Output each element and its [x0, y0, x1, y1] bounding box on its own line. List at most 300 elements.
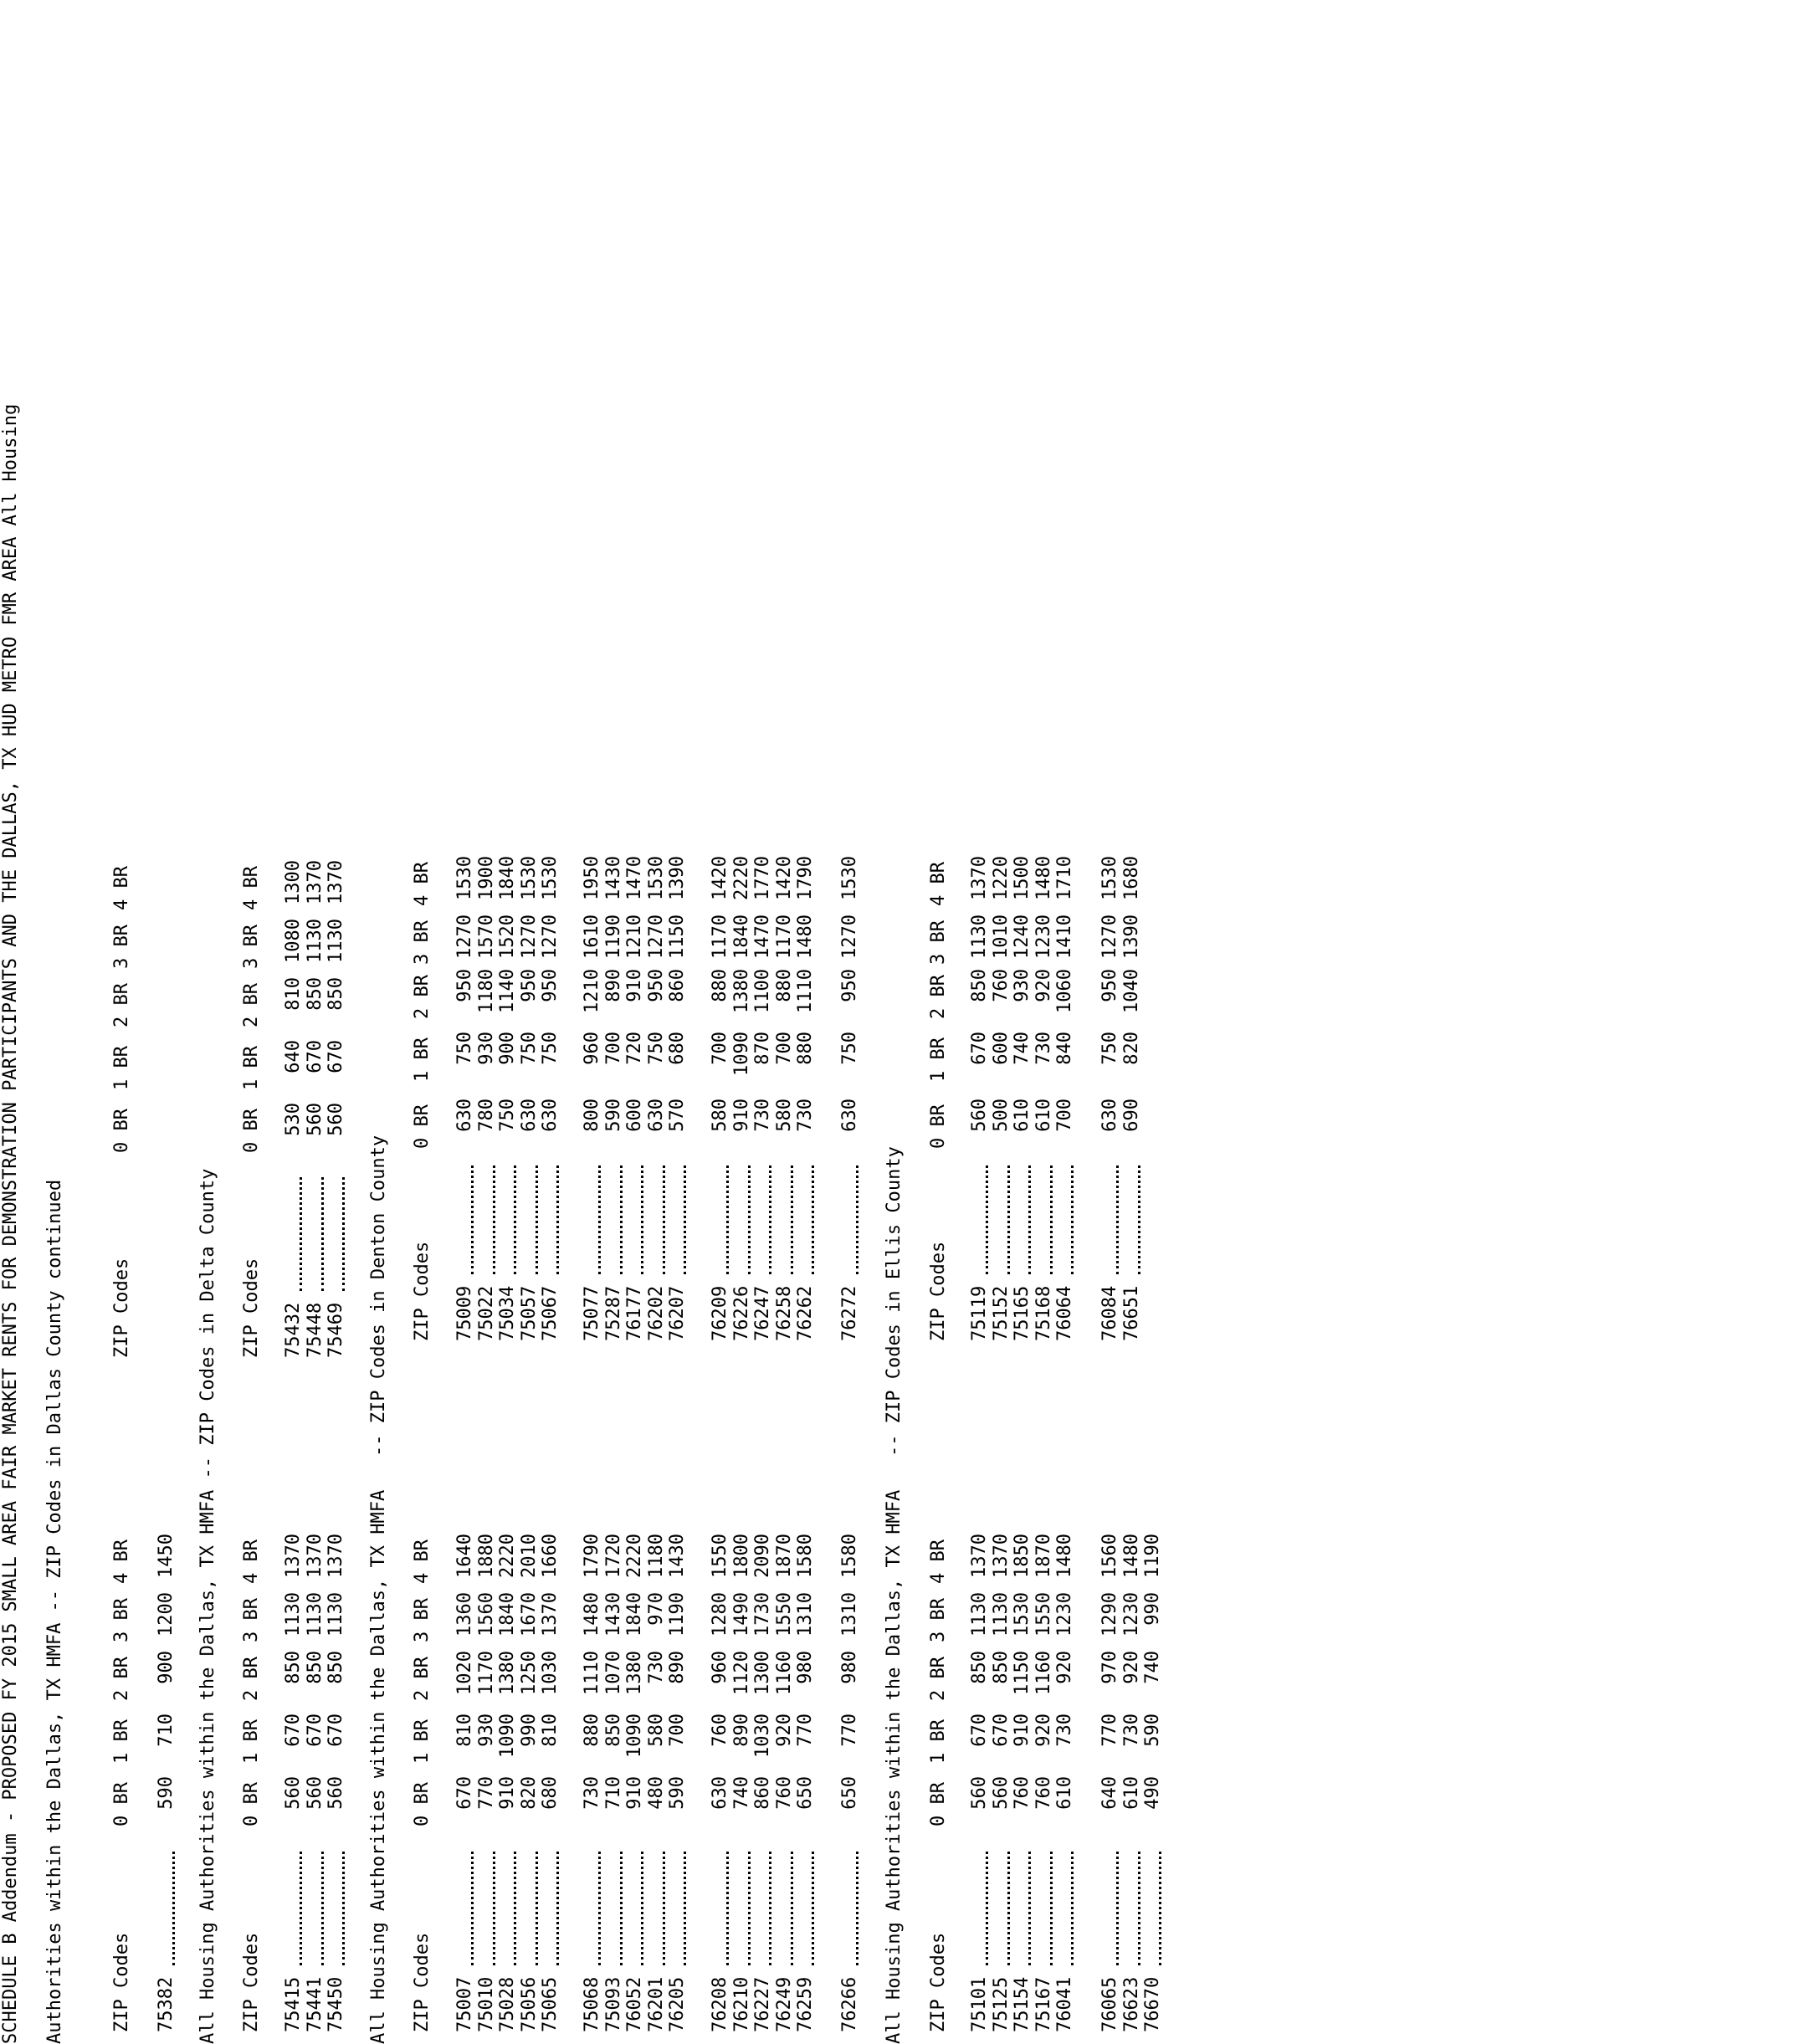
br3-value: 1130	[304, 1592, 325, 1637]
zip-code: 76247	[752, 1285, 774, 1341]
zip-code: 76249	[773, 1976, 795, 2032]
dot-leader	[471, 1165, 474, 1274]
br1-header: 1 BR	[111, 1719, 132, 1764]
zip-code: 75382	[156, 1976, 177, 2032]
br0-value: 560	[969, 1776, 990, 1810]
zip-code: 75010	[475, 1976, 497, 2032]
br3-value: 1150	[667, 914, 689, 959]
br4-value: 1470	[624, 856, 646, 900]
br1-value: 700	[773, 1032, 795, 1065]
br4-value: 1420	[710, 856, 730, 900]
zip-code: 75065	[540, 1976, 561, 2032]
dot-leader	[1050, 1852, 1053, 1965]
br1-header: 1 BR	[928, 1719, 949, 1764]
br0-header: 0 BR	[928, 1104, 949, 1149]
dot-leader	[536, 1852, 538, 1965]
br4-value: 1480	[1120, 1534, 1142, 1578]
br2-value: 950	[454, 969, 475, 1002]
br1-value: 850	[602, 1714, 624, 1747]
dot-leader	[514, 1852, 516, 1965]
dot-leader	[620, 1852, 623, 1965]
br3-header: 3 BR	[111, 1598, 132, 1642]
br0-value: 910	[730, 1099, 752, 1132]
dot-leader	[300, 1177, 302, 1291]
br4-value: 1480	[1033, 856, 1054, 900]
br0-value: 600	[624, 1099, 646, 1132]
br0-value: 610	[1033, 1099, 1054, 1132]
br0-header: 0 BR	[928, 1782, 949, 1826]
br2-value: 970	[1099, 1651, 1120, 1684]
br2-header: 2 BR	[928, 1657, 949, 1701]
br1-value: 770	[839, 1714, 860, 1747]
br3-header: 3 BR	[241, 1598, 262, 1642]
br2-value: 1100	[752, 969, 774, 1013]
dot-leader	[321, 1177, 324, 1291]
zip-codes-header: ZIP Codes	[241, 1258, 262, 1358]
zip-code: 76209	[710, 1285, 730, 1341]
br1-value: 710	[156, 1714, 177, 1747]
br4-value: 2010	[518, 1534, 540, 1578]
br3-value: 1230	[1120, 1592, 1142, 1637]
br4-value: 1530	[839, 856, 860, 900]
dot-leader	[536, 1165, 538, 1274]
br0-value: 630	[1099, 1099, 1120, 1132]
zip-code: 76258	[773, 1285, 795, 1341]
br1-value: 880	[582, 1714, 602, 1747]
zip-code: 76041	[1054, 1976, 1076, 2032]
br4-value: 1850	[1012, 1534, 1033, 1578]
br4-value: 1370	[969, 856, 990, 900]
br0-value: 730	[582, 1776, 602, 1810]
br0-value: 610	[1054, 1776, 1076, 1810]
br4-value: 2090	[752, 1534, 774, 1578]
br3-value: 1430	[602, 1592, 624, 1637]
br0-value: 820	[518, 1776, 540, 1810]
dot-leader	[856, 1852, 858, 1965]
br4-value: 1870	[773, 1534, 795, 1578]
dot-leader	[493, 1165, 495, 1274]
br2-value: 910	[624, 969, 646, 1002]
zip-code: 76623	[1120, 1976, 1142, 2032]
page-subtitle: Authorities within the Dallas, TX HMFA -- ZIP Codes in Dallas County continued	[44, 1179, 65, 2044]
br2-value: 1380	[730, 969, 752, 1013]
br4-value: 1580	[839, 1534, 860, 1578]
br3-value: 1240	[1012, 914, 1033, 959]
br1-value: 810	[454, 1714, 475, 1747]
br2-value: 850	[283, 1651, 304, 1684]
dot-leader	[748, 1165, 751, 1274]
br0-value: 710	[602, 1776, 624, 1810]
br0-value: 680	[540, 1776, 561, 1810]
br4-header: 4 BR	[412, 862, 433, 906]
br2-value: 850	[304, 1651, 325, 1684]
br0-value: 590	[667, 1776, 689, 1810]
br4-value: 1530	[645, 856, 667, 900]
br2-value: 1110	[582, 1651, 602, 1695]
br1-value: 1090	[730, 1032, 752, 1076]
br3-header: 3 BR	[412, 1598, 433, 1642]
br4-header: 4 BR	[241, 1539, 262, 1584]
br2-header: 2 BR	[928, 975, 949, 1019]
zip-code: 76201	[645, 1976, 667, 2032]
br2-value: 1160	[1033, 1651, 1054, 1695]
br0-header: 0 BR	[111, 1109, 132, 1153]
br1-value: 820	[1120, 1032, 1142, 1065]
br0-value: 650	[839, 1776, 860, 1810]
br2-value: 1070	[602, 1651, 624, 1695]
br0-value: 690	[1120, 1099, 1142, 1132]
br3-value: 1230	[1033, 914, 1054, 959]
br1-value: 720	[624, 1032, 646, 1065]
br4-value: 1300	[283, 860, 304, 904]
dot-leader	[684, 1165, 686, 1274]
br2-value: 810	[283, 977, 304, 1011]
br1-value: 1090	[497, 1714, 519, 1758]
br3-header: 3 BR	[928, 920, 949, 965]
zip-code: 75432	[283, 1302, 304, 1358]
page-title: SCHEDULE B Addendum - PROPOSED FY 2015 SMALL AREA FAIR MARKET RENTS FOR DEMONSTRATION PARTICIPANTS AND THE DALLAS, TX HUD METRO FMR AREA All Housing	[0, 403, 21, 2044]
br4-value: 1190	[1142, 1534, 1164, 1578]
dot-leader	[514, 1165, 516, 1274]
zip-code: 76205	[667, 1976, 689, 2032]
br4-value: 1430	[602, 856, 624, 900]
br1-value: 670	[304, 1714, 325, 1747]
dot-leader	[663, 1852, 665, 1965]
br3-header: 3 BR	[928, 1598, 949, 1642]
br2-header: 2 BR	[412, 1657, 433, 1701]
br2-value: 1120	[730, 1651, 752, 1695]
dot-leader	[342, 1852, 345, 1965]
br3-value: 1280	[710, 1592, 730, 1637]
br3-value: 1840	[730, 914, 752, 959]
br3-value: 1130	[969, 1592, 990, 1637]
zip-code: 76208	[710, 1976, 730, 2032]
zip-code: 75415	[283, 1976, 304, 2032]
br1-value: 870	[752, 1032, 774, 1065]
br0-value: 490	[1142, 1776, 1164, 1810]
br1-value: 640	[283, 1040, 304, 1073]
dot-leader	[1007, 1852, 1010, 1965]
dot-leader	[684, 1852, 686, 1965]
br0-value: 770	[475, 1776, 497, 1810]
br1-value: 890	[730, 1714, 752, 1747]
br2-value: 850	[969, 969, 990, 1002]
zip-code: 75450	[325, 1976, 347, 2032]
br3-value: 1190	[602, 914, 624, 959]
br3-value: 1270	[454, 914, 475, 959]
br3-value: 1270	[839, 914, 860, 959]
br2-value: 930	[1012, 969, 1033, 1002]
zip-codes-header: ZIP Codes	[412, 1241, 433, 1341]
br2-value: 980	[839, 1651, 860, 1684]
zip-codes-header: ZIP Codes	[928, 1932, 949, 2032]
zip-codes-header: ZIP Codes	[928, 1241, 949, 1341]
br2-value: 1160	[773, 1651, 795, 1695]
br2-value: 860	[667, 969, 689, 1002]
br1-value: 750	[540, 1032, 561, 1065]
br4-value: 1370	[990, 1534, 1012, 1578]
br4-value: 1530	[1099, 856, 1120, 900]
zip-code: 75125	[990, 1976, 1012, 2032]
zip-codes-header: ZIP Codes	[111, 1932, 132, 2032]
dot-leader	[300, 1852, 302, 1965]
br3-header: 3 BR	[241, 925, 262, 969]
br0-value: 590	[156, 1776, 177, 1810]
br0-header: 0 BR	[111, 1782, 132, 1826]
br2-value: 1040	[1120, 969, 1142, 1013]
dot-leader	[1028, 1165, 1031, 1274]
br0-value: 650	[795, 1776, 817, 1810]
dot-leader	[812, 1165, 814, 1274]
dot-leader	[556, 1165, 559, 1274]
dot-leader	[1138, 1852, 1140, 1965]
br1-value: 670	[283, 1714, 304, 1747]
br0-value: 910	[624, 1776, 646, 1810]
section-heading: All Housing Authorities within the Dallas, TX HMFA -- ZIP Codes in Denton County	[368, 1135, 389, 2044]
zip-code: 75168	[1033, 1285, 1054, 1341]
br0-value: 560	[325, 1103, 347, 1136]
br1-value: 900	[497, 1032, 519, 1065]
br2-value: 850	[304, 977, 325, 1011]
br2-value: 850	[325, 1651, 347, 1684]
br1-value: 730	[1033, 1032, 1054, 1065]
br0-value: 610	[1120, 1776, 1142, 1810]
br2-value: 950	[645, 969, 667, 1002]
br2-value: 890	[667, 1651, 689, 1684]
br0-value: 630	[645, 1099, 667, 1132]
br0-value: 630	[518, 1099, 540, 1132]
br3-value: 1550	[1033, 1592, 1054, 1637]
br1-value: 930	[475, 1714, 497, 1747]
br4-header: 4 BR	[111, 1539, 132, 1584]
br4-value: 1420	[773, 856, 795, 900]
zip-code: 76670	[1142, 1976, 1164, 2032]
br0-value: 590	[602, 1099, 624, 1132]
br1-header: 1 BR	[241, 1719, 262, 1764]
br2-header: 2 BR	[111, 983, 132, 1027]
dot-leader	[598, 1852, 601, 1965]
br4-value: 1370	[969, 1534, 990, 1578]
br0-value: 630	[710, 1776, 730, 1810]
br1-value: 750	[518, 1032, 540, 1065]
br0-header: 0 BR	[241, 1782, 262, 1826]
zip-code: 75056	[518, 1976, 540, 2032]
dot-leader	[791, 1852, 793, 1965]
br1-header: 1 BR	[928, 1037, 949, 1082]
br2-value: 850	[990, 1651, 1012, 1684]
br3-value: 1480	[582, 1592, 602, 1637]
zip-code: 75119	[969, 1285, 990, 1341]
dot-leader	[342, 1177, 345, 1291]
br2-value: 950	[518, 969, 540, 1002]
br3-value: 1560	[475, 1592, 497, 1637]
br3-value: 1370	[540, 1592, 561, 1637]
dot-leader	[620, 1165, 623, 1274]
br3-value: 1270	[645, 914, 667, 959]
br1-value: 670	[304, 1040, 325, 1073]
br0-value: 740	[730, 1776, 752, 1810]
br0-value: 670	[454, 1776, 475, 1810]
zip-code: 76207	[667, 1285, 689, 1341]
zip-code: 76177	[624, 1285, 646, 1341]
zip-codes-header: ZIP Codes	[111, 1258, 132, 1358]
br4-value: 1800	[730, 1534, 752, 1578]
dot-leader	[663, 1165, 665, 1274]
br0-value: 800	[582, 1099, 602, 1132]
br0-value: 860	[752, 1776, 774, 1810]
br1-value: 920	[773, 1714, 795, 1747]
zip-code: 76226	[730, 1285, 752, 1341]
br3-value: 1270	[518, 914, 540, 959]
zip-code: 75077	[582, 1285, 602, 1341]
br3-header: 3 BR	[111, 925, 132, 969]
br4-header: 4 BR	[412, 1539, 433, 1584]
br1-value: 670	[325, 1714, 347, 1747]
zip-code: 75469	[325, 1302, 347, 1358]
br1-value: 750	[454, 1032, 475, 1065]
br1-value: 920	[1033, 1714, 1054, 1747]
br1-value: 910	[1012, 1714, 1033, 1747]
br1-value: 750	[645, 1032, 667, 1065]
zip-code: 75448	[304, 1302, 325, 1358]
br3-value: 1550	[773, 1592, 795, 1637]
dot-leader	[493, 1852, 495, 1965]
br1-value: 580	[645, 1714, 667, 1747]
br2-value: 730	[645, 1651, 667, 1684]
br4-value: 1710	[1054, 856, 1076, 900]
dot-leader	[1138, 1165, 1140, 1274]
zip-code: 75093	[602, 1976, 624, 2032]
br4-value: 1790	[795, 856, 817, 900]
dot-leader	[1116, 1165, 1119, 1274]
dot-leader	[1159, 1852, 1161, 1965]
br3-value: 1290	[1099, 1592, 1120, 1637]
dot-leader	[748, 1852, 751, 1965]
br1-value: 700	[602, 1032, 624, 1065]
br3-value: 1530	[1012, 1592, 1033, 1637]
dot-leader	[1050, 1165, 1053, 1274]
br4-value: 1430	[667, 1534, 689, 1578]
br3-value: 1360	[454, 1592, 475, 1637]
zip-code: 75028	[497, 1976, 519, 2032]
br1-header: 1 BR	[412, 1719, 433, 1764]
br3-value: 1470	[752, 914, 774, 959]
br2-header: 2 BR	[241, 983, 262, 1027]
br3-value: 1730	[752, 1592, 774, 1637]
dot-leader	[726, 1165, 729, 1274]
br1-value: 960	[582, 1032, 602, 1065]
zip-code: 76084	[1099, 1285, 1120, 1341]
br3-value: 990	[1142, 1592, 1164, 1626]
br1-value: 700	[710, 1032, 730, 1065]
zip-code: 75287	[602, 1285, 624, 1341]
dot-leader	[1028, 1852, 1031, 1965]
br1-header: 1 BR	[241, 1046, 262, 1090]
br2-value: 760	[990, 969, 1012, 1002]
br3-value: 1610	[582, 914, 602, 959]
br3-value: 1840	[497, 1592, 519, 1637]
br2-value: 960	[710, 1651, 730, 1684]
dot-leader	[791, 1165, 793, 1274]
br2-value: 1380	[497, 1651, 519, 1695]
dot-leader	[641, 1852, 643, 1965]
br3-value: 1010	[990, 914, 1012, 959]
br2-value: 1150	[1012, 1651, 1033, 1695]
zip-code: 76272	[839, 1285, 860, 1341]
br2-value: 880	[710, 969, 730, 1002]
br0-value: 730	[752, 1099, 774, 1132]
br4-value: 1640	[454, 1534, 475, 1578]
br3-value: 1840	[624, 1592, 646, 1637]
br4-value: 2220	[624, 1534, 646, 1578]
br4-value: 1370	[304, 860, 325, 904]
br3-value: 1310	[839, 1592, 860, 1637]
br3-value: 1200	[156, 1592, 177, 1637]
br4-header: 4 BR	[928, 862, 949, 906]
br2-value: 740	[1142, 1651, 1164, 1684]
dot-leader	[726, 1852, 729, 1965]
br2-value: 920	[1033, 969, 1054, 1002]
br3-value: 1410	[1054, 914, 1076, 959]
br1-header: 1 BR	[111, 1046, 132, 1090]
dot-leader	[769, 1852, 771, 1965]
br2-value: 1060	[1054, 969, 1076, 1013]
br3-value: 1170	[773, 914, 795, 959]
br3-value: 1080	[283, 919, 304, 963]
br2-value: 1180	[475, 969, 497, 1013]
br2-value: 950	[839, 969, 860, 1002]
dot-leader	[856, 1165, 858, 1274]
dot-leader	[598, 1165, 601, 1274]
zip-code: 75154	[1012, 1976, 1033, 2032]
br2-value: 920	[1054, 1651, 1076, 1684]
br2-header: 2 BR	[111, 1657, 132, 1701]
br2-value: 980	[795, 1651, 817, 1684]
br2-value: 900	[156, 1651, 177, 1684]
zip-code: 75034	[497, 1285, 519, 1341]
br3-value: 970	[645, 1592, 667, 1626]
br0-value: 530	[283, 1103, 304, 1136]
zip-code: 75022	[475, 1285, 497, 1341]
br3-value: 1210	[624, 914, 646, 959]
br4-value: 2220	[497, 1534, 519, 1578]
dot-leader	[641, 1165, 643, 1274]
section-heading: All Housing Authorities within the Dallas, TX HMFA -- ZIP Codes in Ellis County	[884, 1146, 905, 2044]
br4-value: 1680	[1120, 856, 1142, 900]
br4-value: 1550	[710, 1534, 730, 1578]
dot-leader	[812, 1852, 814, 1965]
br0-value: 570	[667, 1099, 689, 1132]
br1-value: 760	[710, 1714, 730, 1747]
br1-header: 1 BR	[412, 1037, 433, 1082]
br4-value: 1220	[990, 856, 1012, 900]
dot-leader	[1116, 1852, 1119, 1965]
dot-leader	[1007, 1165, 1010, 1274]
br0-value: 910	[497, 1776, 519, 1810]
br0-value: 560	[990, 1776, 1012, 1810]
br4-value: 1950	[582, 856, 602, 900]
br4-value: 1880	[475, 1534, 497, 1578]
br0-header: 0 BR	[412, 1782, 433, 1826]
br3-value: 1270	[1099, 914, 1120, 959]
br0-value: 580	[710, 1099, 730, 1132]
br0-value: 560	[969, 1099, 990, 1132]
br4-value: 1770	[752, 856, 774, 900]
zip-code: 76266	[839, 1976, 860, 2032]
br2-value: 1170	[475, 1651, 497, 1695]
br3-value: 1130	[325, 1592, 347, 1637]
br0-value: 560	[325, 1776, 347, 1810]
